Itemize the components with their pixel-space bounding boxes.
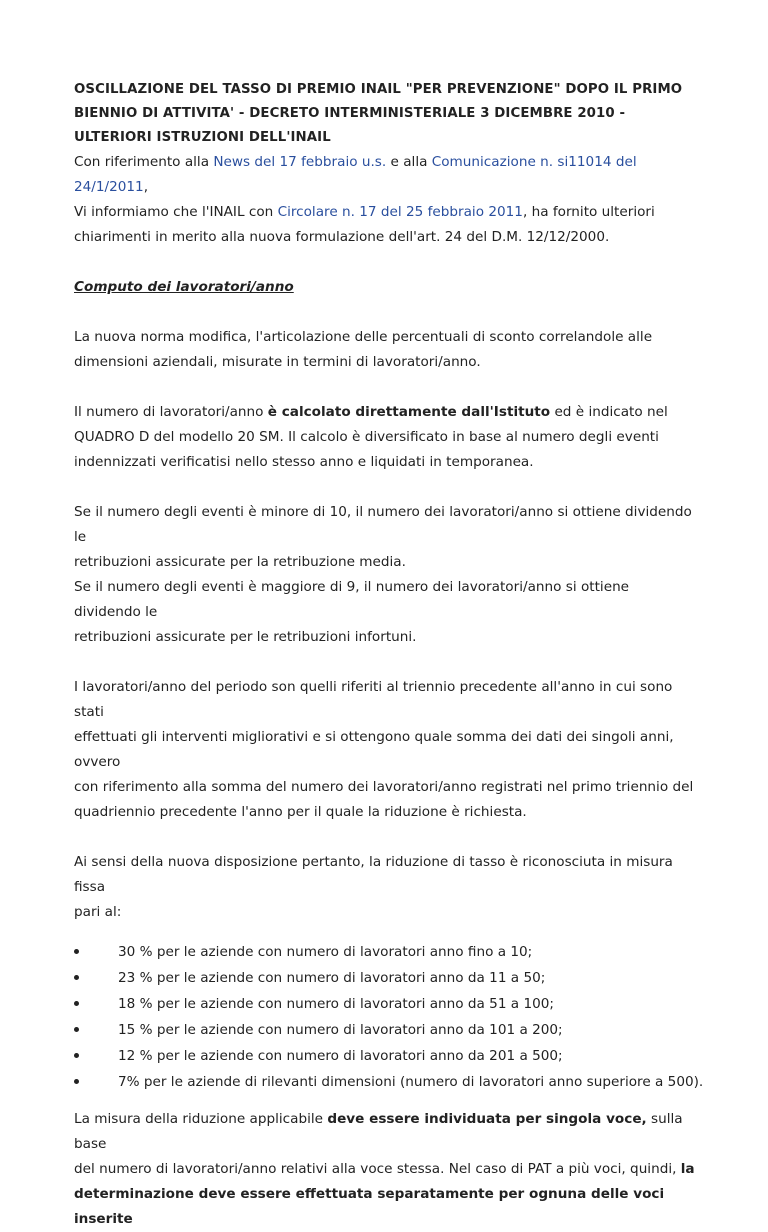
paragraph-line: Ai sensi della nuova disposizione pertanto, la riduzione di tasso è riconosciuta in misura fissa — [74, 854, 673, 895]
section-heading: Computo dei lavoratori/anno — [74, 279, 294, 295]
reduction-list — [74, 939, 704, 1095]
title-line-2: BIENNIO DI ATTIVITA' - DECRETO INTERMINISTERIALE 3 DICEMBRE 2010 - — [74, 106, 626, 121]
document-title — [74, 78, 699, 150]
list-item-text: 18 % per le aziende con numero di lavoratori anno da 51 a 100; — [118, 996, 554, 1012]
paragraph-line: indennizzati verificatisi nello stesso anno e liquidati in temporanea. — [74, 454, 534, 470]
intro-text: Con riferimento alla — [74, 154, 214, 170]
title-line-3: ULTERIORI ISTRUZIONI DELL'INAIL — [74, 130, 331, 145]
paragraph-line: pari al: — [74, 904, 122, 920]
paragraph-line: ed è indicato nel — [550, 404, 668, 420]
paragraph-line: La nuova norma modifica, l'articolazione delle percentuali di sconto correlandole alle — [74, 329, 653, 345]
paragraph-line: retribuzioni assicurate per le retribuzioni infortuni. — [74, 629, 417, 645]
list-item — [74, 965, 699, 991]
list-item — [74, 939, 699, 965]
intro-text: Vi informiamo che l'INAIL con — [74, 204, 278, 220]
bullet-icon — [74, 949, 79, 954]
paragraph-3 — [74, 500, 699, 650]
paragraph-line: Se il numero degli eventi è maggiore di 9, il numero dei lavoratori/anno si ottiene dividendo le — [74, 579, 630, 620]
bold-text: la — [680, 1161, 695, 1177]
list-item-text: 12 % per le aziende con numero di lavoratori anno da 201 a 500; — [118, 1048, 563, 1064]
list-item-text: 7% per le aziende di rilevanti dimensioni (numero di lavoratori anno superiore a 500). — [118, 1074, 704, 1090]
paragraph-line: effettuati gli interventi migliorativi e si ottengono quale somma dei dati dei singoli anni, ovvero — [74, 729, 674, 770]
list-item — [74, 1017, 699, 1043]
list-item — [74, 1043, 699, 1069]
intro-text: e alla — [386, 154, 432, 170]
title-line-1: OSCILLAZIONE DEL TASSO DI PREMIO INAIL "PER PREVENZIONE" DOPO IL PRIMO — [74, 82, 683, 97]
paragraph-line: La misura della riduzione applicabile — [74, 1111, 328, 1127]
bullet-icon — [74, 1001, 79, 1006]
paragraph-line: con riferimento alla somma del numero dei lavoratori/anno registrati nel primo triennio del — [74, 779, 694, 795]
bullet-icon — [74, 975, 79, 980]
comunicazione-link[interactable]: Comunicazione n. si11014 del 24/1/2011 — [74, 154, 637, 195]
paragraph-1 — [74, 325, 699, 375]
intro-text: , — [143, 179, 149, 195]
bold-text: è calcolato direttamente dall'Istituto — [267, 404, 551, 420]
intro-text: chiarimenti in merito alla nuova formulazione dell'art. 24 del D.M. 12/12/2000. — [74, 229, 610, 245]
paragraph-line: I lavoratori/anno del periodo son quelli riferiti al triennio precedente all'anno in cui sono stati — [74, 679, 673, 720]
paragraph-line: QUADRO D del modello 20 SM. Il calcolo è diversificato in base al numero degli eventi — [74, 429, 659, 445]
paragraph-line: sulla base — [74, 1111, 683, 1152]
paragraph-5 — [74, 850, 699, 925]
bold-text: deve essere individuata per singola voce, — [327, 1111, 647, 1127]
list-item-text: 15 % per le aziende con numero di lavoratori anno da 101 a 200; — [118, 1022, 563, 1038]
list-item-text: 23 % per le aziende con numero di lavoratori anno da 11 a 50; — [118, 970, 546, 986]
paragraph-line: Se il numero degli eventi è minore di 10, il numero dei lavoratori/anno si ottiene dividendo le — [74, 504, 692, 545]
paragraph-line: retribuzioni assicurate per la retribuzione media. — [74, 554, 406, 570]
paragraph-line: del numero di lavoratori/anno relativi alla voce stessa. Nel caso di PAT a più voci, quindi, — [74, 1161, 681, 1177]
paragraph-6 — [74, 1107, 699, 1232]
list-item-text: 30 % per le aziende con numero di lavoratori anno fino a 10; — [118, 944, 533, 960]
intro-paragraph — [74, 150, 699, 250]
bullet-icon — [74, 1079, 79, 1084]
bold-text: determinazione deve essere effettuata separatamente per ognuna delle voci inserite — [74, 1186, 665, 1227]
paragraph-2 — [74, 400, 699, 475]
document-body — [74, 78, 704, 1232]
bullet-icon — [74, 1053, 79, 1058]
bullet-icon — [74, 1027, 79, 1032]
intro-text: , ha fornito ulteriori — [522, 204, 655, 220]
paragraph-4 — [74, 675, 699, 825]
paragraph-line: Il numero di lavoratori/anno — [74, 404, 268, 420]
news-link[interactable]: News del 17 febbraio u.s. — [213, 154, 387, 170]
paragraph-line: quadriennio precedente l'anno per il quale la riduzione è richiesta. — [74, 804, 527, 820]
list-item — [74, 1069, 704, 1095]
circolare-link[interactable]: Circolare n. 17 del 25 febbraio 2011 — [277, 204, 523, 220]
list-item — [74, 991, 699, 1017]
paragraph-line: dimensioni aziendali, misurate in termini di lavoratori/anno. — [74, 354, 481, 370]
